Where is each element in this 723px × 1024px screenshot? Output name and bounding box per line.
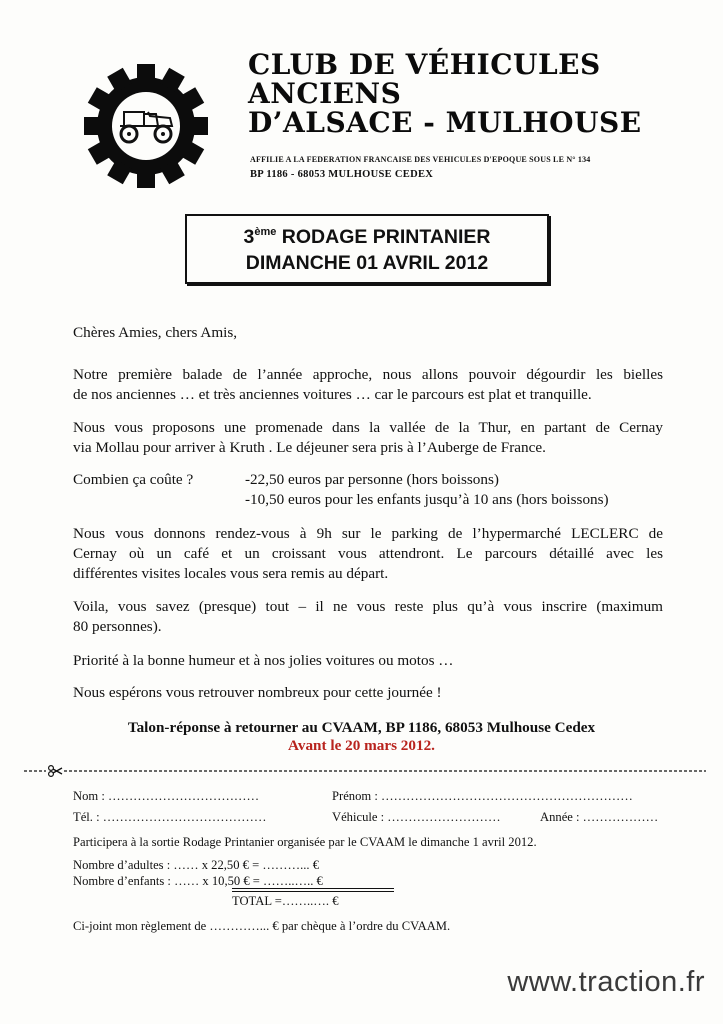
field-adults[interactable]: Nombre d’adultes : …… x 22,50 € = ………... € <box>73 858 320 872</box>
paragraph-5: Priorité à la bonne humeur et à nos jolies voitures ou motos … <box>73 652 454 669</box>
club-name-line2: ANCIENS <box>248 77 402 110</box>
paragraph-4: Voila, vous savez (presque) tout – il ne vous reste plus qu’à vous inscrire (maximum 80 personnes). <box>73 598 663 635</box>
paragraph-2: Nous vous proposons une promenade dans la vallée de la Thur, en partant de Cernay via Mollau pour arriver à Kruth . Le déjeuner sera pris à l’Auberge de France. <box>73 419 663 456</box>
field-total[interactable]: TOTAL =……..…. € <box>232 894 339 908</box>
field-vehicule[interactable]: Véhicule : ……………………… <box>332 810 501 824</box>
field-tel[interactable]: Tél. : ………………………………… <box>73 810 267 824</box>
total-rule-1 <box>232 888 394 889</box>
event-title-box <box>185 214 549 284</box>
field-prenom[interactable]: Prénom : …………………………………………………… <box>332 789 633 803</box>
greeting: Chères Amies, chers Amis, <box>73 324 238 341</box>
club-logo-icon <box>84 64 208 188</box>
reply-deadline: Avant le 20 mars 2012. <box>288 737 435 754</box>
paragraph-6: Nous espérons vous retrouver nombreux pour cette journée ! <box>73 684 442 701</box>
affiliation-text: AFFILIE A LA FEDERATION FRANCAISE DES VEHICULES D'EPOQUE SOUS LE N° 134 <box>250 155 591 164</box>
total-rule-2 <box>232 891 394 892</box>
club-name-line1: CLUB DE VÉHICULES <box>248 48 601 81</box>
field-payment[interactable]: Ci-joint mon règlement de …………... € par chèque à l’ordre du CVAAM. <box>73 919 451 933</box>
reply-slip-heading <box>0 719 723 755</box>
cost-label: Combien ça coûte ? <box>73 471 194 488</box>
participation-statement: Participera à la sortie Rodage Printanier organisée par le CVAAM le dimanche 1 avril 2012. <box>73 835 537 849</box>
scissors-icon <box>49 766 62 777</box>
club-name-line3: D’ALSACE - MULHOUSE <box>248 106 642 139</box>
ordinal-suffix: ème <box>254 226 277 238</box>
field-children[interactable]: Nombre d’enfants : …… x 10,50 € = ……..….. € <box>73 874 323 888</box>
cost-list <box>245 470 609 510</box>
cost-adult: -22,50 euros par personne (hors boissons) <box>245 471 499 488</box>
event-title: 3ème RODAGE PRINTANIER <box>243 226 491 248</box>
reply-address: Talon-réponse à retourner au CVAAM, BP 1186, 68053 Mulhouse Cedex <box>127 719 596 736</box>
field-annee[interactable]: Année : ……………… <box>540 810 659 824</box>
paragraph-3: Nous vous donnons rendez-vous à 9h sur le parking de l’hypermarché LECLERC de Cernay où un café et un croissant vous attendront. Le parcours détaillé avec les différentes visites locales vous sera remis au départ. <box>73 525 663 582</box>
watermark: www.traction.fr <box>507 966 705 998</box>
event-date: DIMANCHE 01 AVRIL 2012 <box>245 252 489 274</box>
cut-line <box>24 764 706 776</box>
field-nom[interactable]: Nom : ……………………………… <box>73 789 260 803</box>
club-address: BP 1186 - 68053 MULHOUSE CEDEX <box>250 169 434 180</box>
cost-child: -10,50 euros pour les enfants jusqu’à 10 ans (hors boissons) <box>245 491 609 508</box>
paragraph-1: Notre première balade de l’année approche, nous allons pouvoir dégourdir les bielles de nos anciennes … et très anciennes voitures … car le parcours est plat et tranquille. <box>73 366 663 403</box>
club-name <box>248 50 642 137</box>
